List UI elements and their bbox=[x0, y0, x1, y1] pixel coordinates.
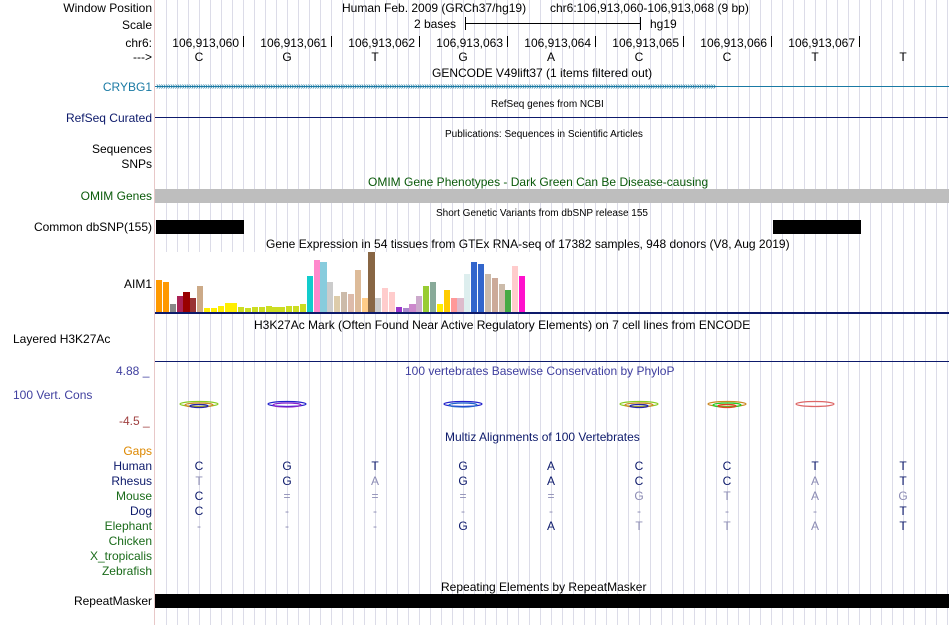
gtex-tissue-bar[interactable] bbox=[499, 284, 505, 312]
multiz-base: - bbox=[813, 504, 817, 518]
ruler-tick bbox=[243, 36, 244, 47]
multiz-base: = bbox=[459, 489, 467, 503]
multiz-base: G bbox=[634, 489, 644, 503]
phylop-score-glyph[interactable] bbox=[707, 400, 747, 410]
gtex-tissue-bar[interactable] bbox=[362, 298, 368, 312]
ruler-coordinate: 106,913,063 bbox=[436, 36, 503, 50]
multiz-species-label[interactable]: Mouse bbox=[115, 489, 152, 503]
multiz-base: G bbox=[282, 474, 292, 488]
omim-track-title: OMIM Gene Phenotypes - Dark Green Can Be Disease-causing bbox=[368, 175, 709, 189]
gtex-tissue-bar[interactable] bbox=[225, 303, 231, 312]
gtex-track-title: Gene Expression in 54 tissues from GTEx RNA-seq of 17382 samples, 948 donors (V8, Aug 2019) bbox=[266, 237, 790, 251]
multiz-base: = bbox=[547, 489, 555, 503]
multiz-base: - bbox=[285, 504, 289, 518]
scale-value: 2 bases bbox=[414, 17, 457, 31]
ruler-tick bbox=[859, 36, 860, 47]
scale-bar bbox=[465, 23, 641, 24]
multiz-species-label[interactable]: Rhesus bbox=[111, 474, 152, 488]
refseq-track-title: RefSeq genes from NCBI bbox=[491, 99, 604, 110]
gtex-tissue-bar[interactable] bbox=[416, 296, 422, 312]
base-letter: C bbox=[722, 50, 732, 64]
multiz-species-label[interactable]: Zebrafish bbox=[101, 564, 152, 578]
multiz-base: = bbox=[371, 489, 379, 503]
multiz-base: G bbox=[458, 519, 468, 533]
multiz-base: A bbox=[370, 474, 379, 488]
multiz-base: A bbox=[810, 489, 819, 503]
gtex-tissue-bar[interactable] bbox=[375, 298, 381, 312]
multiz-base: G bbox=[282, 459, 292, 473]
multiz-base: - bbox=[197, 519, 201, 533]
multiz-base: T bbox=[811, 459, 819, 473]
gtex-tissue-bar[interactable] bbox=[163, 282, 169, 312]
ruler-coordinate: 106,913,065 bbox=[612, 36, 679, 50]
multiz-base: A bbox=[546, 519, 555, 533]
base-letter: A bbox=[546, 50, 555, 64]
gtex-tissue-bar[interactable] bbox=[444, 290, 450, 312]
dbsnp-track-title: Short Genetic Variants from dbSNP release 155 bbox=[436, 208, 648, 219]
multiz-base: T bbox=[899, 474, 907, 488]
base-letter: C bbox=[194, 50, 204, 64]
gencode-gene-label[interactable]: CRYBG1 bbox=[102, 80, 152, 94]
multiz-species-label[interactable]: Elephant bbox=[104, 519, 152, 533]
ruler-tick bbox=[771, 36, 772, 47]
h3k27ac-track-title: H3K27Ac Mark (Often Found Near Active Regulatory Elements) on 7 cell lines from ENCODE bbox=[254, 318, 751, 332]
gtex-tissue-bar[interactable] bbox=[485, 274, 491, 312]
multiz-base: A bbox=[546, 474, 555, 488]
multiz-base: A bbox=[810, 474, 819, 488]
gtex-tissue-bar[interactable] bbox=[320, 262, 326, 312]
gtex-tissue-bar[interactable] bbox=[457, 298, 463, 312]
ruler-coordinate: 106,913,066 bbox=[700, 36, 767, 50]
gtex-tissue-bar[interactable] bbox=[505, 290, 511, 312]
gtex-tissue-bar[interactable] bbox=[231, 303, 237, 312]
multiz-base: T bbox=[723, 519, 731, 533]
gtex-tissue-bar[interactable] bbox=[430, 282, 436, 312]
gtex-tissue-bar[interactable] bbox=[170, 304, 176, 312]
base-letter: C bbox=[634, 50, 644, 64]
ruler-coordinate: 106,913,060 bbox=[172, 36, 239, 50]
multiz-base: C bbox=[634, 474, 644, 488]
ruler-coordinate: 106,913,064 bbox=[524, 36, 591, 50]
pubs-snps-label[interactable]: SNPs bbox=[121, 157, 152, 171]
ruler-tick bbox=[331, 36, 332, 47]
ruler-tick bbox=[595, 36, 596, 47]
base-letter: G bbox=[458, 50, 468, 64]
gtex-tissue-bar[interactable] bbox=[464, 274, 470, 312]
gtex-tissue-bar[interactable] bbox=[334, 296, 340, 312]
gtex-tissue-bar[interactable] bbox=[355, 270, 361, 312]
phylop-score-glyph[interactable] bbox=[443, 400, 483, 410]
gtex-baseline bbox=[155, 312, 949, 314]
h3k27ac-track-label[interactable]: Layered H3K27Ac bbox=[13, 332, 111, 346]
gencode-track-title: GENCODE V49lift37 (1 items filtered out) bbox=[432, 66, 653, 80]
gtex-tissue-bar[interactable] bbox=[382, 288, 388, 312]
refseq-track-label[interactable]: RefSeq Curated bbox=[65, 111, 152, 125]
gtex-tissue-bar[interactable] bbox=[478, 264, 484, 312]
gtex-tissue-bar[interactable] bbox=[300, 304, 306, 312]
refseq-gene-line[interactable] bbox=[155, 117, 948, 118]
gtex-tissue-bar[interactable] bbox=[348, 294, 354, 312]
phylop-score-glyph[interactable] bbox=[267, 400, 307, 410]
ruler-coordinate: 106,913,067 bbox=[788, 36, 855, 50]
omim-feature-bar[interactable] bbox=[155, 189, 949, 203]
multiz-base: C bbox=[722, 459, 732, 473]
gtex-tissue-bar[interactable] bbox=[437, 304, 443, 312]
base-letter: G bbox=[282, 50, 292, 64]
dbsnp-variant-1[interactable] bbox=[156, 220, 244, 234]
phylop-score-glyph[interactable] bbox=[179, 400, 219, 410]
multiz-species-label[interactable]: Chicken bbox=[108, 534, 152, 548]
scale-db-label: hg19 bbox=[650, 17, 677, 31]
multiz-base: T bbox=[899, 519, 907, 533]
multiz-base: - bbox=[373, 504, 377, 518]
scale-bar-right-tick bbox=[640, 17, 641, 30]
phylop-track-label[interactable]: 100 Vert. Cons bbox=[13, 388, 93, 402]
scale-bar-left-tick bbox=[465, 17, 466, 30]
gtex-tissue-bar[interactable] bbox=[307, 276, 313, 312]
gtex-tissue-bar[interactable] bbox=[177, 296, 183, 312]
multiz-base: T bbox=[371, 459, 379, 473]
phylop-min-label: -4.5 _ bbox=[119, 414, 150, 428]
gtex-tissue-bar[interactable] bbox=[190, 298, 196, 312]
multiz-base: T bbox=[635, 519, 643, 533]
strand-label: ---> bbox=[133, 50, 152, 64]
multiz-base: - bbox=[549, 504, 553, 518]
ruler-coordinate: 106,913,062 bbox=[348, 36, 415, 50]
gencode-strand-chevrons: ›››››››››››››››››››››››››››››››››››››››››››››››››››››››››››››››››››››››››››››››››››››››››››››››››››››››››››››››››››››››››››››››››››››››››››››››››››››››››››››››››››››››››››››››››››››››››››››››››››››››››››››››››››››››››››››››››››››››››››››››› bbox=[156, 81, 716, 92]
multiz-base: C bbox=[634, 459, 644, 473]
multiz-base: C bbox=[194, 489, 204, 503]
gtex-tissue-bar[interactable] bbox=[368, 252, 374, 312]
scale-label: Scale bbox=[121, 18, 152, 32]
phylop-score-glyph[interactable] bbox=[795, 400, 835, 410]
multiz-base: T bbox=[899, 504, 907, 518]
multiz-base: G bbox=[458, 459, 468, 473]
multiz-track-title: Multiz Alignments of 100 Vertebrates bbox=[445, 430, 640, 444]
multiz-gaps-label: Gaps bbox=[123, 444, 152, 458]
multiz-base: A bbox=[546, 459, 555, 473]
multiz-base: A bbox=[810, 519, 819, 533]
base-letter: T bbox=[899, 50, 907, 64]
window-position-label: Window Position bbox=[63, 1, 152, 15]
gtex-tissue-bar[interactable] bbox=[512, 266, 518, 312]
phylop-max-label: 4.88 _ bbox=[116, 364, 150, 378]
base-letter: T bbox=[371, 50, 379, 64]
ruler-tick bbox=[507, 36, 508, 47]
multiz-base: = bbox=[283, 489, 291, 503]
pubs-sequences-label[interactable]: Sequences bbox=[91, 142, 152, 156]
multiz-species-label[interactable]: Dog bbox=[129, 504, 152, 518]
multiz-species-label[interactable]: X_tropicalis bbox=[89, 549, 152, 563]
multiz-base: G bbox=[458, 474, 468, 488]
phylop-score-glyph[interactable] bbox=[619, 400, 659, 410]
multiz-base: T bbox=[723, 489, 731, 503]
multiz-base: - bbox=[725, 504, 729, 518]
ruler-tick bbox=[419, 36, 420, 47]
repeatmasker-track-title: Repeating Elements by RepeatMasker bbox=[441, 580, 647, 594]
multiz-base: C bbox=[722, 474, 732, 488]
multiz-base: C bbox=[194, 459, 204, 473]
gtex-tissue-bar[interactable] bbox=[471, 262, 477, 312]
gtex-tissue-bar[interactable] bbox=[197, 286, 203, 312]
gtex-tissue-bar[interactable] bbox=[156, 280, 162, 312]
dbsnp-track-label[interactable]: Common dbSNP(155) bbox=[33, 220, 152, 234]
dbsnp-variant-2[interactable] bbox=[773, 220, 861, 234]
multiz-species-label[interactable]: Human bbox=[113, 459, 152, 473]
gtex-tissue-bar[interactable] bbox=[451, 298, 457, 312]
chrom-label: chr6: bbox=[125, 36, 152, 50]
gtex-tissue-bar[interactable] bbox=[341, 292, 347, 312]
gtex-tissue-bar[interactable] bbox=[327, 282, 333, 312]
gtex-tissue-bar[interactable] bbox=[423, 286, 429, 312]
repeatmasker-track-label[interactable]: RepeatMasker bbox=[73, 594, 152, 608]
gtex-tissue-bar[interactable] bbox=[314, 260, 320, 312]
publications-track-title: Publications: Sequences in Scientific Articles bbox=[445, 129, 643, 140]
gtex-tissue-bar[interactable] bbox=[183, 292, 189, 312]
multiz-base: - bbox=[285, 519, 289, 533]
multiz-base: G bbox=[898, 489, 908, 503]
gtex-tissue-bar[interactable] bbox=[409, 304, 415, 312]
repeatmasker-feature-bar[interactable] bbox=[155, 594, 949, 608]
position-label: chr6:106,913,060-106,913,068 (9 bp) bbox=[550, 1, 749, 15]
gtex-tissue-bar[interactable] bbox=[519, 276, 525, 312]
omim-track-label[interactable]: OMIM Genes bbox=[80, 189, 152, 203]
multiz-base: - bbox=[637, 504, 641, 518]
h3k27ac-baseline bbox=[155, 361, 949, 362]
multiz-base: - bbox=[373, 519, 377, 533]
ruler-tick bbox=[683, 36, 684, 47]
gtex-tissue-bar[interactable] bbox=[389, 292, 395, 312]
ruler-coordinate: 106,913,061 bbox=[260, 36, 327, 50]
gtex-gene-label[interactable]: AIM1 bbox=[123, 277, 152, 291]
multiz-base: T bbox=[195, 474, 203, 488]
assembly-label: Human Feb. 2009 (GRCh37/hg19) bbox=[342, 1, 527, 15]
gtex-tissue-bar[interactable] bbox=[492, 278, 498, 312]
base-letter: T bbox=[811, 50, 819, 64]
multiz-base: T bbox=[899, 459, 907, 473]
multiz-base: C bbox=[194, 504, 204, 518]
multiz-base: - bbox=[461, 504, 465, 518]
phylop-track-title: 100 vertebrates Basewise Conservation by PhyloP bbox=[405, 364, 675, 378]
